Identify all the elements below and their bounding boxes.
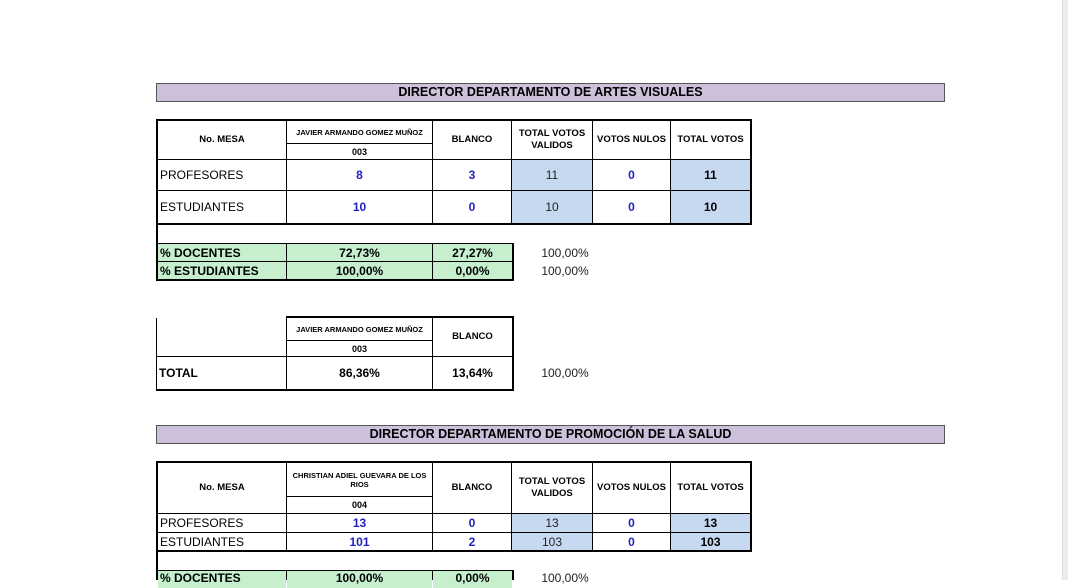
header-candidate-name: CHRISTIAN ADIEL GUEVARA DE LOS RIOS [292, 470, 427, 489]
summary-total-pct: 100,00% [541, 366, 589, 380]
summary-candidate-name: JAVIER ARMANDO GOMEZ MUÑOZ [296, 324, 423, 334]
pct-candidate-docentes: 72,73% [287, 244, 432, 261]
cell-total-validos: 103 [512, 533, 592, 550]
header-votos-nulos: VOTOS NULOS [597, 482, 666, 493]
cell-votos-nulos: 0 [628, 534, 635, 549]
cell-candidate-votes: 10 [352, 200, 367, 214]
cell-blanco-votes: 0 [468, 200, 476, 214]
cell-blanco-votes: 2 [468, 534, 476, 549]
cell-votos-nulos: 0 [628, 168, 635, 182]
pct-blanco-docentes: 0,00% [433, 571, 512, 588]
header-mesa: No. MESA [199, 482, 245, 493]
row-label-profesores: PROFESORES [160, 168, 244, 182]
scrollbar[interactable] [1062, 0, 1068, 580]
pct-blanco-estudiantes: 0,00% [433, 262, 512, 279]
header-candidate-number: 003 [351, 146, 368, 157]
header-total-votos: TOTAL VOTOS [677, 134, 744, 145]
header-blanco: BLANCO [451, 482, 493, 493]
summary-candidate-pct: 86,36% [339, 366, 380, 380]
cell-total-validos: 10 [512, 191, 592, 223]
cell-votos-nulos: 0 [628, 516, 635, 530]
summary-total-label: TOTAL [159, 366, 198, 380]
cell-candidate-votes: 8 [356, 168, 363, 182]
summary-blanco-header: BLANCO [452, 331, 493, 342]
header-total-votos: TOTAL VOTOS [677, 482, 744, 493]
cell-blanco-votes: 3 [468, 168, 476, 182]
row-label-estudiantes: ESTUDIANTES [160, 534, 245, 549]
row-label-profesores: PROFESORES [160, 516, 244, 530]
header-mesa: No. MESA [199, 134, 245, 145]
header-votos-nulos: VOTOS NULOS [597, 134, 666, 145]
cell-total-validos: 11 [512, 160, 592, 190]
section-title-artes-visuales: DIRECTOR DEPARTAMENTO DE ARTES VISUALES [156, 83, 945, 102]
pct-label-docentes: % DOCENTES [158, 571, 286, 588]
summary-candidate-number: 003 [351, 343, 368, 354]
cell-blanco-votes: 0 [468, 516, 476, 530]
pct-candidate-docentes: 100,00% [287, 571, 432, 588]
cell-total-votos: 11 [671, 160, 750, 190]
header-candidate-name: JAVIER ARMANDO GOMEZ MUÑOZ [296, 127, 423, 137]
pct-total-docentes: 100,00% [541, 245, 589, 260]
cell-candidate-votes: 13 [352, 516, 367, 530]
cell-total-votos: 10 [671, 191, 750, 223]
pct-total-docentes: 100,00% [541, 571, 589, 585]
cell-total-votos: 13 [671, 514, 750, 532]
row-label-estudiantes: ESTUDIANTES [160, 200, 245, 214]
pct-total-estudiantes: 100,00% [541, 263, 589, 278]
cell-votos-nulos: 0 [628, 200, 635, 214]
cell-candidate-votes: 101 [349, 534, 370, 549]
pct-label-estudiantes: % ESTUDIANTES [158, 262, 286, 279]
pct-candidate-estudiantes: 100,00% [287, 262, 432, 279]
cell-total-validos: 13 [512, 514, 592, 532]
pct-blanco-docentes: 27,27% [433, 244, 512, 261]
header-candidate-number: 004 [351, 500, 368, 510]
header-blanco: BLANCO [451, 134, 493, 145]
summary-blanco-pct: 13,64% [452, 366, 493, 380]
section-title-promocion-salud: DIRECTOR DEPARTAMENTO DE PROMOCIÓN DE LA SALUD [156, 425, 945, 444]
header-total-validos: TOTAL VOTOS VALIDOS [518, 128, 586, 151]
header-total-validos: TOTAL VOTOS VALIDOS [518, 476, 586, 499]
cell-total-votos: 103 [671, 533, 750, 550]
pct-label-docentes: % DOCENTES [158, 244, 286, 261]
